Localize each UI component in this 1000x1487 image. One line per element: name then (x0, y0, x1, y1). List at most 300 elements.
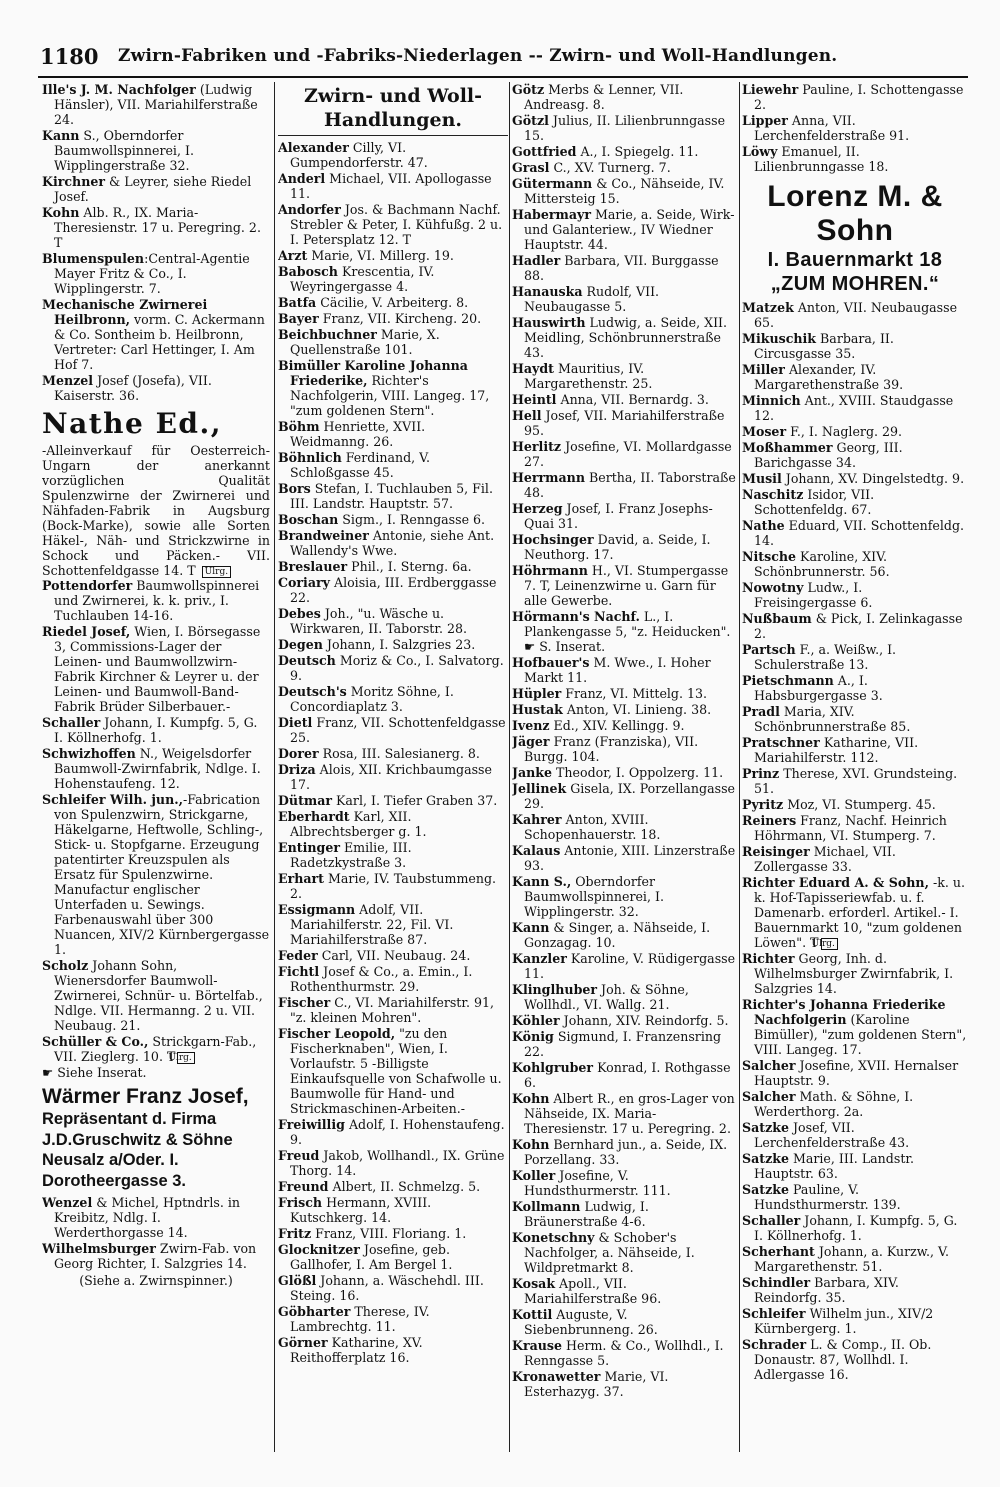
telephone-badge: Ulrg. (821, 938, 838, 950)
entry-name: Brandweiner (278, 528, 369, 543)
telephone-badge: Ulrg. (202, 566, 231, 578)
entry-name: Kottil (512, 1307, 553, 1322)
directory-entry (512, 1307, 738, 1337)
entry-name: Alexander (278, 140, 349, 155)
entry-name: Riedel Josef, (42, 624, 131, 639)
entry-name: Reiners (742, 813, 797, 828)
entry-name: Freund (278, 1179, 329, 1194)
entry-details: Krescentia, IV. Weyringergasse 4. (290, 264, 435, 294)
directory-entry (742, 362, 968, 392)
entry-details: Karoline, XIV. Schönbrunnerstr. 56. (754, 549, 890, 579)
entry-details: H., VI. Stumpergasse 7. T, Leinenzwirne u. Garn für alle Gewerbe. (524, 563, 729, 608)
directory-entry (742, 1058, 968, 1088)
directory-entry (42, 624, 270, 714)
entry-details: Josef, VII. Lerchenfelderstraße 43. (754, 1120, 910, 1150)
entry-details: Georg, III. Barichgasse 34. (754, 440, 903, 470)
entry-details: Josef (Josefa), VII. Kaiserstr. 36. (54, 373, 212, 403)
entry-name: Kohn (42, 205, 80, 220)
directory-entry (742, 113, 968, 143)
directory-entry (742, 1089, 968, 1119)
telephone-badge: Ulrg. (177, 1052, 194, 1064)
directory-entry (742, 424, 968, 439)
entry-details: (Karoline Bimüller), "zum goldenen Stern", VIII. Langeg. 17. (754, 1012, 967, 1057)
entry-name: Ivenz (512, 718, 550, 733)
entry-details: Merbs & Lenner, VII. Andreasg. 8. (524, 82, 684, 112)
entry-name: Lipper (742, 113, 788, 128)
entry-details: Sigm., I. Renngasse 6. (338, 512, 486, 527)
entry-name: Götzl (512, 113, 549, 128)
directory-entry (512, 982, 738, 1012)
directory-entry (278, 512, 508, 527)
directory-entry (742, 997, 968, 1057)
entry-details: Marie, III. Landstr. Hauptstr. 63. (754, 1151, 915, 1181)
directory-entry (278, 948, 508, 963)
entry-details: Josefine, geb. Gallhofer, I. Am Bergel 1. (290, 1242, 453, 1272)
entry-details: L. & Comp., II. Ob. Donaustr. 87, Wollhdl. I. Adlergasse 16. (754, 1337, 932, 1382)
entry-name: Entinger (278, 840, 340, 855)
directory-entry (512, 951, 738, 981)
entry-name: Dorer (278, 746, 319, 761)
entry-name: Coriary (278, 575, 330, 590)
entry-name: Richter's Johanna Friederike Nachfolgerin (742, 997, 946, 1027)
directory-entry (742, 1244, 968, 1274)
directory-entry (742, 1151, 968, 1181)
entry-details: Emanuel, II. Lilienbrunngasse 18. (754, 144, 889, 174)
entry-name: Gottfried (512, 144, 577, 159)
directory-entry (42, 82, 270, 127)
entry-details: Rudolf, VII. Neubaugasse 5. (524, 284, 660, 314)
entry-details: Josefine, XVII. Hernalser Hauptstr. 9. (754, 1058, 959, 1088)
directory-entry (278, 248, 508, 263)
directory-entry (512, 392, 738, 407)
entry-name: Kohlgruber (512, 1060, 594, 1075)
directory-entry (512, 1137, 738, 1167)
entry-details: Moritz Söhne, I. Concordiaplatz 3. (290, 684, 454, 714)
entry-name: Freud (278, 1148, 320, 1163)
entry-name: Bayer (278, 311, 319, 326)
entry-name: Klinglhuber (512, 982, 598, 997)
entry-details: Ferdinand, V. Schloßgasse 45. (290, 450, 431, 480)
entry-name: Andorfer (278, 202, 341, 217)
entry-details: Karl, XII. Albrechtsberger g. 1. (290, 809, 427, 839)
directory-entry (512, 501, 738, 531)
directory-entry (512, 609, 738, 654)
entry-details: & Singer, a. Nähseide, I. Gonzagag. 10. (524, 920, 711, 950)
directory-entry (742, 393, 968, 423)
directory-entry (42, 205, 270, 250)
directory-entry (42, 1034, 270, 1064)
directory-entry (742, 813, 968, 843)
entry-details: Phil., I. Sterng. 6a. (347, 559, 472, 574)
entry-details: Apoll., VII. Mariahilferstraße 96. (524, 1276, 662, 1306)
directory-entry (512, 176, 738, 206)
entry-name: Hustak (512, 702, 563, 717)
entry-name: Kanzler (512, 951, 567, 966)
directory-entry (278, 871, 508, 901)
entry-details: Katharine, XV. Reithofferplatz 16. (290, 1335, 423, 1365)
entry-details: Adolf, I. Hohenstaufeng. 9. (290, 1117, 505, 1147)
directory-entry (42, 297, 270, 372)
directory-entry (512, 144, 738, 159)
entry-name: Schrader (742, 1337, 807, 1352)
entry-details: Aloisia, III. Erdberggasse 22. (290, 575, 497, 605)
directory-entry (742, 300, 968, 330)
entry-name: Pratschner (742, 735, 820, 750)
column-divider (509, 82, 510, 1452)
entry-name: Moßhammer (742, 440, 833, 455)
entry-name: Höhrmann (512, 563, 588, 578)
entry-details: Johann Sohn, Wienersdorfer Baumwoll-Zwirnerei, Schnür- u. Börtelfab., Ndlge. VII. Hermanng. 2 u. VII. Neubaug. 21. (54, 958, 263, 1033)
directory-entry (278, 1335, 508, 1365)
directory-entry (278, 295, 508, 310)
entry-name: Göbharter (278, 1304, 351, 1319)
entry-details: Auguste, V. Siebenbrunneng. 26. (524, 1307, 658, 1337)
entry-details: L., I. Plankengasse 5, "z. Heiducken". ☛ S. Inserat. (524, 609, 731, 654)
directory-entry (742, 797, 968, 812)
ad-line: Wärmer Franz Josef, (42, 1085, 249, 1108)
directory-entry (742, 1213, 968, 1243)
entry-details: Jakob, Wollhandl., IX. Grüne Thorg. 14. (290, 1148, 505, 1178)
entry-name: Prinz (742, 766, 780, 781)
directory-entry (742, 704, 968, 734)
directory-entry (512, 1199, 738, 1229)
entry-details: & Schober's Nachfolger, a. Nähseide, I. Wildpretmarkt 8. (524, 1230, 695, 1275)
entry-details: Jos. & Bachmann Nachf. Strebler & Peter, I. Kühfußg. 2 u. I. Petersplatz 12. T (290, 202, 503, 247)
entry-details: M. Wwe., I. Hoher Markt 11. (524, 655, 711, 685)
directory-entry (278, 637, 508, 652)
directory-entry (512, 874, 738, 919)
directory-entry (742, 144, 968, 174)
entry-name: Reisinger (742, 844, 810, 859)
entry-details: C., XV. Turnerg. 7. (549, 160, 671, 175)
directory-entry (278, 264, 508, 294)
directory-entry (512, 439, 738, 469)
entry-name: Erhart (278, 871, 325, 886)
entry-details: Ludw., I. Freisingergasse 6. (754, 580, 873, 610)
entry-list (742, 82, 968, 174)
entry-details: Barbara, II. Circusgasse 35. (754, 331, 894, 361)
entry-details: Henriette, XVII. Weidmanng. 26. (290, 419, 426, 449)
ad-line: Lorenz M. & Sohn (767, 180, 943, 247)
entry-name: Götz (512, 82, 545, 97)
directory-entry (512, 1029, 738, 1059)
entry-details: Josefine, V. Hundsthurmerstr. 111. (524, 1168, 671, 1198)
entry-details: Anton, VII. Neubaugasse 65. (754, 300, 958, 330)
directory-entry (278, 171, 508, 201)
entry-details: Antonie, XIII. Linzerstraße 93. (524, 843, 736, 873)
entry-name: Böhnlich (278, 450, 342, 465)
directory-entry (512, 82, 738, 112)
entry-details: :Central-Agentie Mayer Fritz & Co., I. Wipplingerstr. 7. (54, 251, 250, 296)
entry-name: König (512, 1029, 554, 1044)
entry-name: Koller (512, 1168, 556, 1183)
column-1 (42, 82, 270, 1460)
entry-list (512, 82, 738, 1399)
entry-name: Heintl (512, 392, 557, 407)
entry-details: Marie, a. Seide, Wirk- und Galanteriew., IV Wiedner Hauptstr. 44. (524, 207, 735, 252)
directory-entry (42, 715, 270, 745)
entry-details: -Fabrication von Spulenzwirn, Strickgarne, Häkelgarne, Heftwolle, Schling-, Stick- u. Stopfgarne. Erzeugung patentirter Kreuzspulen als Ersatz für Spulenzwirne. Manufactur englischer Unterfaden u. Sewings. Farbenauswahl über 300 Nuancen, XIV/2 Kürnbergergasse 1. (54, 792, 270, 957)
directory-entry (742, 766, 968, 796)
directory-entry (742, 1182, 968, 1212)
directory-entry (278, 202, 508, 247)
entry-name: Deutsch's (278, 684, 347, 699)
entry-details: Albert R., en gros-Lager von Nähseide, IX. Maria-Theresienstr. 17 u. Peregring. 2. (524, 1091, 735, 1136)
directory-entry (742, 611, 968, 641)
entry-details: Pauline, I. Schottengasse 2. (754, 82, 964, 112)
directory-entry (278, 419, 508, 449)
entry-name: Pradl (742, 704, 780, 719)
directory-entry (278, 715, 508, 745)
entry-list (42, 82, 270, 403)
entry-name: Kohn (512, 1137, 550, 1152)
entry-details: Barbara, XIV. Reindorfg. 35. (754, 1275, 899, 1305)
directory-entry (742, 673, 968, 703)
entry-details: Mauritius, IV. Margarethenstr. 25. (524, 361, 653, 391)
directory-entry (742, 1275, 968, 1305)
directory-entry (278, 1226, 508, 1241)
entry-name: Anderl (278, 171, 326, 186)
directory-entry (278, 1273, 508, 1303)
entry-details: Johann, I. Kumpfg. 5, G. I. Köllnerhofg. 1. (54, 715, 258, 745)
entry-details: Ed., XIV. Kellingg. 9. (549, 718, 685, 733)
directory-entry (42, 746, 270, 791)
directory-entry (278, 559, 508, 574)
ad-body: -Alleinverkauf für Oesterreich-Ungarn der anerkannt vorzüglichen Qualität Spulenzwirne der Zwirnerei und Nähfaden-Fabrik in Augsburg (Bock-Marke), sowie alle Sorten Häkel-, Näh- und Strickzwirne in Schock und Päcken.- VII. Schottenfeldgasse 14. T Ulrg. (42, 443, 270, 578)
entry-details: Zwirn-Fab. von Georg Richter, I. Salzgries 14. (54, 1241, 257, 1271)
entry-details: Wien, I. Börsegasse 3, Commissions-Lager der Leinen- und Baumwollzwirn-Fabrik Kirchner & Leyrer u. der Leinen- und Baumwoll-Band-Fabrik Brüder Silberbauer.- (54, 624, 261, 714)
entry-name: Satzke (742, 1151, 789, 1166)
entry-details: vorm. C. Ackermann & Co. Sontheim b. Heilbronn, Vertreter: Carl Hettinger, I. Am Hof 7. (54, 312, 265, 372)
directory-entry (512, 113, 738, 143)
entry-name: Nußbaum (742, 611, 812, 626)
entry-name: Musil (742, 471, 782, 486)
directory-entry (278, 995, 508, 1025)
entry-details: N., Weigelsdorfer Baumwoll-Zwirnfabrik, Ndlge. I. Hohenstaufeng. 12. (54, 746, 261, 791)
entry-details: Alexander, IV. Margarethenstraße 39. (754, 362, 904, 392)
entry-name: Löwy (742, 144, 778, 159)
entry-details: Michael, VII. Apollogasse 11. (290, 171, 492, 201)
directory-entry (742, 82, 968, 112)
entry-name: Fischer (278, 995, 331, 1010)
column-2 (278, 82, 508, 1460)
directory-entry (278, 840, 508, 870)
entry-details: Ludwig, a. Seide, XII. Meidling, Schönbrunnerstraße 43. (524, 315, 728, 360)
entry-details: Maria, XIV. Schönbrunnerstraße 85. (754, 704, 911, 734)
entry-name: Nowotny (742, 580, 804, 595)
directory-entry (512, 718, 738, 733)
entry-details: Joh., "u. Wäsche u. Wirkwaren, II. Taborstr. 28. (290, 606, 468, 636)
entry-name: Habermayr (512, 207, 591, 222)
directory-entry (742, 471, 968, 486)
entry-name: Ille's J. M. Nachfolger (42, 82, 196, 97)
section-heading: Zwirn- und Woll-Handlungen. (278, 84, 508, 136)
directory-entry (42, 174, 270, 204)
entry-details: Sigmund, I. Franzensring 22. (524, 1029, 722, 1059)
directory-entry (512, 470, 738, 500)
entry-details: C., VI. Mariahilferstr. 91, "z. kleinen Mohren". (290, 995, 495, 1025)
entry-name: Moser (742, 424, 787, 439)
directory-entry (512, 532, 738, 562)
entry-details: Therese, XVI. Grundsteing. 51. (754, 766, 958, 796)
entry-list (42, 1195, 270, 1271)
entry-name: Feder (278, 948, 318, 963)
entry-details: Franz, VI. Mittelg. 13. (561, 686, 708, 701)
entry-name: Wilhelmsburger (42, 1241, 156, 1256)
entry-details: Alb. R., IX. Maria-Theresienstr. 17 u. Peregring. 2. T (54, 205, 261, 250)
entry-details: S., Oberndorfer Baumwollspinnerei, I. Wipplingerstraße 32. (54, 128, 194, 173)
entry-name: Kalaus (512, 843, 561, 858)
directory-entry (512, 408, 738, 438)
entry-name: Richter Eduard A. & Sohn, (742, 875, 929, 890)
page-header (38, 40, 968, 78)
entry-name: Kann (512, 920, 550, 935)
entry-details: Therese, IV. Lambrechtg. 11. (290, 1304, 430, 1334)
directory-entry (512, 1369, 738, 1399)
directory-entry (42, 1195, 270, 1240)
directory-entry (278, 1148, 508, 1178)
entry-details: Stefan, I. Tuchlauben 5, Fil. III. Landstr. Hauptstr. 57. (290, 481, 493, 511)
entry-details: Pauline, V. Hundsthurmerstr. 139. (754, 1182, 901, 1212)
entry-name: Satzke (742, 1120, 789, 1135)
entry-name: Jellinek (512, 781, 567, 796)
entry-details: -k. u. k. Hof-Tapisseriewfab. u. f. Damenarb. erforderl. Artikel.- I. Bauernmarkt 10, "zum goldenen Löwen". T (754, 875, 965, 950)
entry-name: Menzel (42, 373, 94, 388)
entry-details: & Pick, I. Zelinkagasse 2. (754, 611, 963, 641)
entry-name: Herzeg (512, 501, 563, 516)
directory-entry (742, 951, 968, 996)
entry-name: Böhm (278, 419, 320, 434)
directory-entry (278, 481, 508, 511)
entry-details: Marie, VI. Millerg. 19. (307, 248, 454, 263)
entry-details: Baumwollspinnerei und Zwirnerei, k. k. priv., I. Tuchlauben 14-16. (54, 578, 260, 623)
entry-list (42, 578, 270, 1080)
entry-name: Kollmann (512, 1199, 581, 1214)
directory-entry (512, 253, 738, 283)
entry-name: Kann S., (512, 874, 572, 889)
waermer-advertisement (42, 1084, 270, 1191)
entry-details: Anton, XVIII. Schopenhauerstr. 18. (524, 812, 661, 842)
entry-details: Johann, a. Kurzw., V. Margarethenstr. 51. (754, 1244, 949, 1274)
directory-entry (742, 1306, 968, 1336)
entry-name: Kohn (512, 1091, 550, 1106)
column-3 (512, 82, 738, 1460)
directory-entry (742, 735, 968, 765)
entry-details: Franz, Nachf. Heinrich Höhrmann, VI. Stumperg. 7. (754, 813, 947, 843)
directory-entry (742, 642, 968, 672)
ad-line: „ZUM MOHREN.“ (770, 273, 940, 295)
entry-name: Fichtl (278, 964, 320, 979)
entry-name: Schwizhoffen (42, 746, 136, 761)
directory-entry (512, 1338, 738, 1368)
entry-name: Arzt (278, 248, 308, 263)
directory-entry (742, 1337, 968, 1382)
entry-details: Barbara, VII. Burggasse 88. (524, 253, 719, 283)
entry-name: Krause (512, 1338, 562, 1353)
running-title: Zwirn-Fabriken und -Fabriks-Niederlagen -- Zwirn- und Woll-Handlungen. (118, 46, 838, 66)
column-divider (274, 82, 275, 1452)
entry-name: Liewehr (742, 82, 799, 97)
directory-entry (42, 958, 270, 1033)
entry-name: Breslauer (278, 559, 348, 574)
entry-name: Scholz (42, 958, 89, 973)
entry-name: Degen (278, 637, 323, 652)
directory-entry (42, 1065, 270, 1080)
entry-name: Pietschmann (742, 673, 834, 688)
entry-name: Schaller (742, 1213, 801, 1228)
entry-details: Anna, VII. Bernardg. 3. (556, 392, 709, 407)
entry-name: Matzek (742, 300, 794, 315)
entry-details: Wilhelm jun., XIV/2 Kürnbergerg. 1. (754, 1306, 934, 1336)
directory-entry (512, 655, 738, 685)
directory-entry (742, 580, 968, 610)
directory-entry (512, 686, 738, 701)
directory-entry (278, 1242, 508, 1272)
entry-details: Adolf, VII. Mariahilferstr. 22, Fil. VI. Mariahilferstraße 87. (290, 902, 454, 947)
entry-details: F., a. Weißw., I. Schulerstraße 13. (754, 642, 897, 672)
entry-details: Alois, XII. Krichbaumgasse 17. (290, 762, 492, 792)
directory-entry (42, 128, 270, 173)
entry-name: Essigmann (278, 902, 356, 917)
entry-name: Köhler (512, 1013, 560, 1028)
entry-name: Kann (42, 128, 80, 143)
entry-details: Karoline, V. Rüdigergasse 11. (524, 951, 736, 981)
directory-entry (278, 762, 508, 792)
entry-details: Johann, XIV. Reindorfg. 5. (559, 1013, 729, 1028)
directory-entry (278, 450, 508, 480)
directory-entry (742, 875, 968, 950)
entry-name: Fritz (278, 1226, 312, 1241)
entry-name: Bimüller Karoline Johanna Friederike, (278, 358, 468, 388)
entry-name: Hanauska (512, 284, 583, 299)
directory-entry (278, 684, 508, 714)
directory-entry (278, 327, 508, 357)
entry-name: Schleifer Wilh. jun., (42, 792, 184, 807)
entry-name: Grasl (512, 160, 550, 175)
entry-details: Katharine, VII. Mariahilferstr. 112. (754, 735, 919, 765)
entry-details: Ludwig, I. Bräunerstraße 4-6. (524, 1199, 649, 1229)
entry-details: A., I. Habsburgergasse 3. (754, 673, 883, 703)
directory-entry (512, 734, 738, 764)
entry-details: Oberndorfer Baumwollspinnerei, I. Wipplingerstr. 32. (524, 874, 664, 919)
entry-name: Salcher (742, 1058, 796, 1073)
page-number: 1180 (40, 44, 99, 69)
entry-details: Ant., XVIII. Staudgasse 12. (754, 393, 954, 423)
nathe-advertisement (42, 407, 270, 578)
entry-details: A., I. Spiegelg. 11. (576, 144, 699, 159)
entry-details: Johann, I. Salzgries 23. (322, 637, 476, 652)
entry-list (742, 300, 968, 1382)
entry-details: Cäcilie, V. Arbeiterg. 8. (316, 295, 469, 310)
entry-details: Math. & Söhne, I. Werderthorg. 2a. (754, 1089, 914, 1119)
entry-details: Moriz & Co., I. Salvatorg. 9. (290, 653, 504, 683)
entry-name: Bors (278, 481, 311, 496)
entry-details: Julius, II. Lilienbrunngasse 15. (524, 113, 726, 143)
entry-details: David, a. Seide, I. Neuthorg. 17. (524, 532, 711, 562)
directory-entry (512, 1060, 738, 1090)
entry-name: Schleifer (742, 1306, 806, 1321)
entry-name: Dietl (278, 715, 313, 730)
entry-name: Salcher (742, 1089, 796, 1104)
entry-details: Bernhard jun., a. Seide, IX. Porzellang. 33. (524, 1137, 728, 1167)
entry-details: Emilie, III. Radetzkystraße 3. (290, 840, 412, 870)
cross-reference-note: (Siehe a. Zwirnspinner.) (79, 1273, 233, 1288)
directory-entry (278, 653, 508, 683)
column-4 (742, 82, 968, 1460)
directory-entry (742, 440, 968, 470)
ad-line: Repräsentant d. Firma (42, 1110, 217, 1128)
directory-entry (278, 1117, 508, 1147)
